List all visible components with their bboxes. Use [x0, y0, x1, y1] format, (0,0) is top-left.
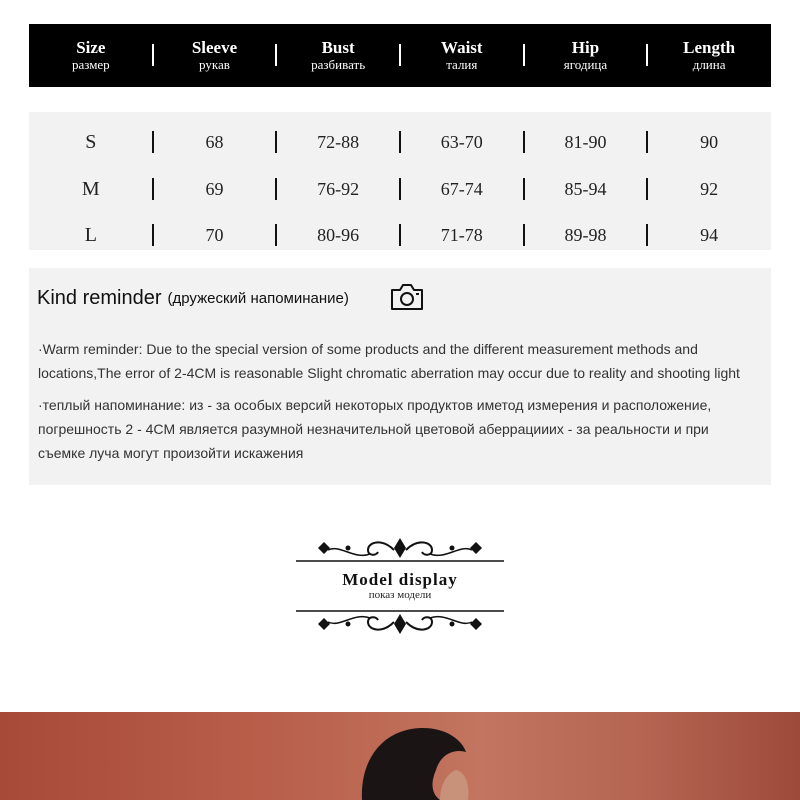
table-row	[29, 166, 771, 213]
header-bust: Bust разбивать	[276, 24, 400, 87]
kind-reminder-panel	[29, 268, 771, 485]
row-divider	[399, 131, 401, 153]
table-body	[29, 112, 771, 250]
cell-waist: 71-78	[400, 212, 524, 259]
table-row	[29, 119, 771, 166]
cell-sleeve: 69	[153, 166, 277, 213]
header-hip: Hip ягодица	[524, 24, 648, 87]
row-divider	[646, 131, 648, 153]
cell-hip: 89-98	[524, 212, 648, 259]
header-length: Length длина	[683, 38, 736, 72]
reminder-title: Kind reminder (дружеский напоминание)	[37, 286, 349, 309]
table-row	[29, 212, 771, 259]
model-display-heading	[290, 534, 510, 638]
model-photo	[0, 712, 800, 800]
cell-bust: 76-92	[276, 166, 400, 213]
row-divider	[275, 224, 277, 246]
table-header	[29, 24, 771, 87]
cell-size: L	[84, 224, 97, 246]
model-display-subtitle: показ модели	[368, 589, 432, 601]
size-table	[29, 24, 771, 250]
row-divider	[152, 178, 154, 200]
ornament-top-icon	[290, 534, 510, 568]
cell-length: 94	[647, 212, 771, 259]
row-divider	[646, 224, 648, 246]
header-size: Size размер	[29, 24, 153, 87]
camera-icon	[389, 282, 425, 312]
row-divider	[399, 224, 401, 246]
cell-bust: 72-88	[276, 119, 400, 166]
cell-waist: 67-74	[400, 166, 524, 213]
row-divider	[399, 178, 401, 200]
ornament-bottom-icon	[290, 604, 510, 638]
row-divider	[275, 178, 277, 200]
header-waist: Waist талия	[400, 24, 524, 87]
cell-size: M	[81, 178, 100, 200]
model-display-title: Model display	[342, 570, 458, 589]
cell-hip: 81-90	[524, 119, 648, 166]
row-divider	[152, 224, 154, 246]
model-hair-shape	[0, 712, 800, 800]
cell-length: 90	[647, 119, 771, 166]
cell-waist: 63-70	[400, 119, 524, 166]
cell-sleeve: 70	[153, 212, 277, 259]
cell-bust: 80-96	[276, 212, 400, 259]
cell-sleeve: 68	[153, 119, 277, 166]
row-divider	[275, 131, 277, 153]
row-divider	[152, 131, 154, 153]
row-divider	[523, 178, 525, 200]
reminder-text-en: ·Warm reminder: Due to the special version of some products and the different measurement methods and locations,The error of 2-4CM is reasonable Slight chromatic aberration may occur due to reality and shooting light	[38, 341, 740, 381]
reminder-text-ru: ·теплый напоминание: из - за особых версий некоторых продуктов иметод измерения и расположение, погрешность 2 - 4CM является разумной незначительной цветовой аберрацииих - за реальности и при съемке луча могут произойти искажения	[38, 397, 712, 461]
cell-hip: 85-94	[524, 166, 648, 213]
cell-size: S	[85, 131, 97, 153]
cell-length: 92	[647, 166, 771, 213]
row-divider	[523, 131, 525, 153]
header-sleeve: Sleeve рукав	[153, 24, 277, 87]
row-divider	[523, 224, 525, 246]
row-divider	[646, 178, 648, 200]
